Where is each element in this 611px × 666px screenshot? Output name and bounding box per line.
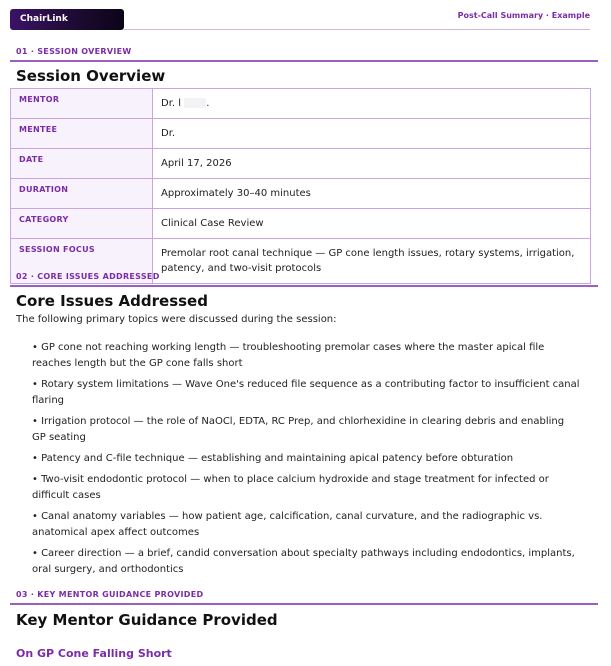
section-1-divider (10, 60, 598, 62)
redacted-block (184, 98, 206, 108)
list-item: • Irrigation protocol — the role of NaOCl, EDTA, RC Prep, and chlorhexidine in clearing debris and enabling GP seating (32, 416, 565, 443)
overview-key: DURATION (11, 179, 153, 209)
list-item: • Patency and C-file technique — establishing and maintaining apical patency before obturation (32, 453, 514, 464)
post-call-summary-link[interactable]: Post-Call Summary · Example (457, 11, 590, 20)
overview-value: Dr. l . (153, 89, 591, 119)
section-2-title: Core Issues Addressed (16, 292, 208, 310)
overview-row-duration (11, 179, 591, 209)
header (10, 9, 590, 31)
overview-row-mentor (11, 89, 591, 119)
overview-key: MENTOR (11, 89, 153, 119)
section-1-label: 01 · SESSION OVERVIEW (16, 47, 132, 56)
overview-row-category (11, 209, 591, 239)
list-item: • Canal anatomy variables — how patient age, calcification, canal curvature, and the radiographic vs. anatomical apex affect outcomes (32, 511, 543, 538)
guidance-subheading: On GP Cone Falling Short (16, 647, 172, 660)
session-overview-table (10, 88, 591, 284)
list-item: • GP cone not reaching working length — troubleshooting premolar cases where the master apical file reaches length but the GP cone falls short (32, 342, 545, 369)
overview-value: Clinical Case Review (153, 209, 591, 239)
overview-value: Premolar root canal technique — GP cone length issues, rotary systems, irrigation, patency, and two-visit protocols (153, 239, 591, 284)
list-item: • Career direction — a brief, candid conversation about specialty pathways including endodontics, implants, oral surgery, and orthodontics (32, 548, 575, 575)
overview-row-date (11, 149, 591, 179)
overview-value: Approximately 30–40 minutes (153, 179, 591, 209)
overview-key: DATE (11, 149, 153, 179)
overview-key: SESSION FOCUS (11, 239, 153, 284)
mentor-name: Dr. l (161, 98, 182, 109)
chairlink-logo[interactable]: ChairLink (10, 9, 124, 30)
overview-row-mentee (11, 119, 591, 149)
section-3-divider (10, 603, 598, 605)
section-3-label: 03 · KEY MENTOR GUIDANCE PROVIDED (16, 590, 204, 599)
overview-value: Dr. (153, 119, 591, 149)
section-2-divider (10, 285, 598, 287)
overview-key: MENTEE (11, 119, 153, 149)
header-divider (124, 29, 590, 30)
list-item: • Two-visit endodontic protocol — when to place calcium hydroxide and stage treatment for infected or difficult cases (32, 474, 549, 501)
issues-intro: The following primary topics were discussed during the session: (16, 314, 337, 325)
section-1-title: Session Overview (16, 67, 166, 85)
overview-value: April 17, 2026 (153, 149, 591, 179)
section-3-title: Key Mentor Guidance Provided (16, 611, 278, 629)
issues-list (32, 340, 580, 583)
section-2-label: 02 · CORE ISSUES ADDRESSED (16, 272, 160, 281)
list-item: • Rotary system limitations — Wave One's reduced file sequence as a contributing factor to insufficient canal flaring (32, 379, 580, 406)
overview-key: CATEGORY (11, 209, 153, 239)
